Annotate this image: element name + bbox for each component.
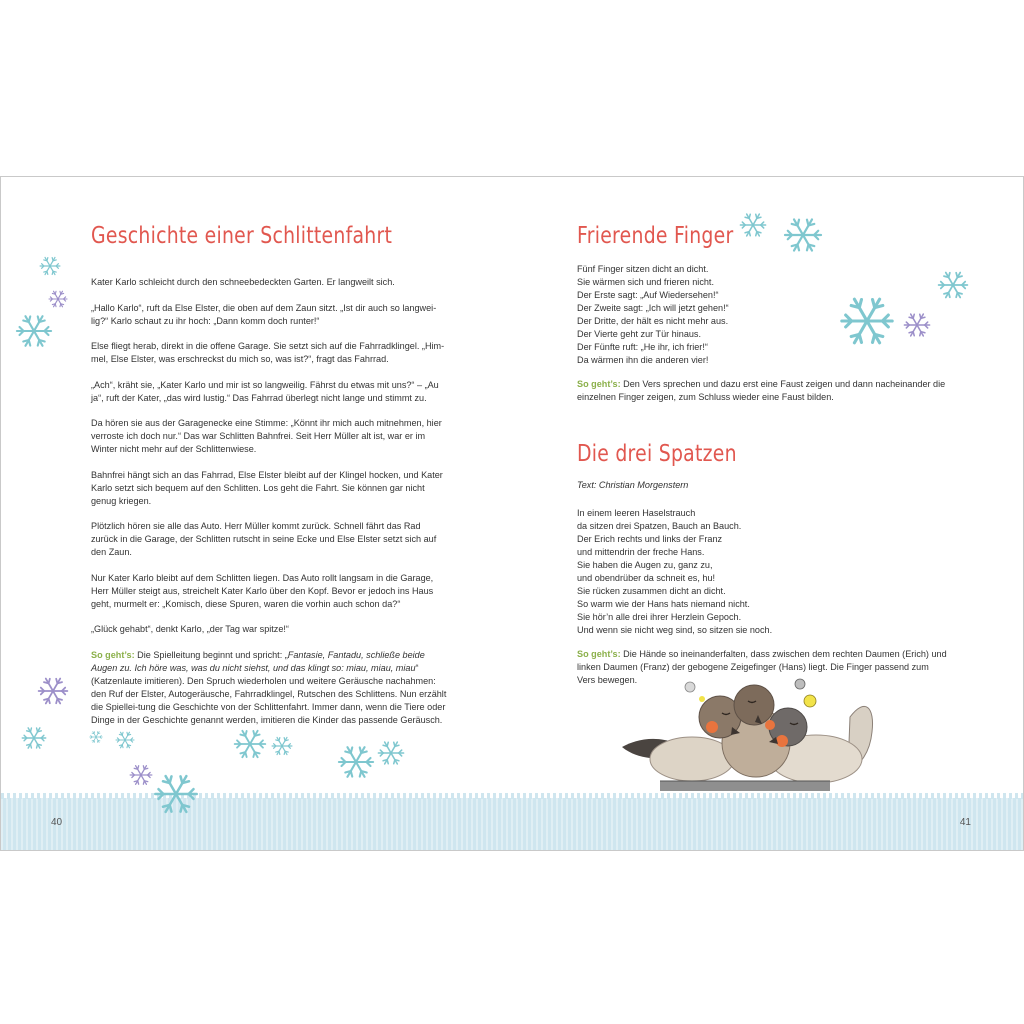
verse-title-die-drei-spatzen: Die drei Spatzen xyxy=(577,441,737,467)
instructions-text: Die Spielleitung beginnt und spricht: „ xyxy=(134,649,288,660)
snowflake-icon xyxy=(39,255,61,277)
story-paragraph: „Hallo Karlo“, ruft da Else Elster, die oben auf dem Zaun sitzt. „Ist dir auch so langwei-lig?“ Karlo schaut zu ihr hoch: „Dann komm doch runter!“ xyxy=(91,302,437,326)
verse-line: Der Erste sagt: „Auf Wiedersehen!“ xyxy=(577,290,719,300)
page-number-right: 41 xyxy=(959,817,971,828)
verse-line: und mittendrin der freche Hans. xyxy=(577,547,705,557)
story-paragraph: „Ach“, kräht sie, „Kater Karlo und mir ist so langweilig. Fährst du etwas mit uns?“ – „Au ja“, ruft der Kater, „das wird lustig.“ Das Fahrrad überlegt nicht lange und stimmt zu. xyxy=(91,379,439,403)
verse-line: Sie haben die Augen zu, ganz zu, xyxy=(577,560,713,570)
verse-credit: Text: Christian Morgenstern xyxy=(577,480,689,490)
snowflake-icon xyxy=(48,289,68,309)
snowflake-icon xyxy=(783,215,823,255)
snowflake-icon xyxy=(15,312,53,350)
snowflake-icon xyxy=(937,269,969,301)
sogehts-label: So geht’s: xyxy=(577,379,621,389)
story-text xyxy=(91,276,449,739)
snowflake-icon xyxy=(337,743,375,781)
verse-title-frierende-finger: Frierende Finger xyxy=(577,223,734,249)
story-paragraph: Da hören sie aus der Garagenecke eine Stimme: „Könnt ihr mich auch mitnehmen, hier verroste ich doch nur.“ Das war Schlitten Bahnfrei. Seit Herr Müller alt ist, war er im Winter nicht mehr auf der Schlittenwiese. xyxy=(91,418,442,454)
verse-line: In einem leeren Haselstrauch xyxy=(577,508,696,518)
snowflake-icon xyxy=(739,211,767,239)
verse-line: Der Dritte, der hält es nicht mehr aus. xyxy=(577,316,729,326)
instructions xyxy=(91,649,449,727)
snowflake-icon xyxy=(233,727,267,761)
verse-line: Sie rücken zusammen dicht an dicht. xyxy=(577,586,726,596)
verse-line: Der Erich rechts und links der Franz xyxy=(577,534,723,544)
instructions-text: Den Vers sprechen und dazu erst eine Faust zeigen und dann nacheinander die einzelnen Finger zeigen, zum Schluss wieder eine Faust bilden. xyxy=(577,379,946,402)
page-number-left: 40 xyxy=(51,817,63,828)
instructions-text: Die Hände so ineinanderfalten, dass zwischen dem rechten Daumen (Erich) und linken Daumen (Franz) der gebogene Zeigefinger (Hans) liegt. Die Finger passend zum Vers bewegen. xyxy=(577,649,947,685)
story-paragraph: Bahnfrei hängt sich an das Fahrrad, Else Elster bleibt auf der Klingel hocken, und Kater Karlo setzt sich bequem auf den Schlitten. Los geht die Fahrt. Sie können gar nicht genug kriegen. xyxy=(91,469,443,506)
story-paragraph: Else fliegt herab, direkt in die offene Garage. Sie setzt sich auf die Fahrradklingel. „Him-mel, Else Elster, was erschreckst du mich so, was ist?“, fragt das Fahrrad. xyxy=(91,341,445,364)
sogehts-label: So geht’s: xyxy=(91,649,135,660)
snowflake-icon xyxy=(21,725,47,751)
verse-line: Und wenn sie nicht weg sind, so sitzen sie noch. xyxy=(577,625,773,635)
verse-line: Der Zweite sagt: „Ich will jetzt gehen!“ xyxy=(577,303,729,313)
snowflake-icon xyxy=(377,739,405,767)
verse-line: da sitzen drei Spatzen, Bauch an Bauch. xyxy=(577,521,742,531)
verse-line: So warm wie der Hans hats niemand nicht. xyxy=(577,599,750,609)
snowflake-icon xyxy=(37,675,69,707)
verse-line: Der Vierte geht zur Tür hinaus. xyxy=(577,329,702,339)
verse-die-drei-spatzen xyxy=(577,507,957,637)
verse-line: Sie wärmen sich und frieren nicht. xyxy=(577,277,714,287)
snowflake-icon xyxy=(115,730,135,750)
book-spread xyxy=(0,176,1024,851)
snowflake-icon xyxy=(271,735,293,757)
story-title: Geschichte einer Schlittenfahrt xyxy=(91,223,393,249)
snowflake-icon xyxy=(129,763,153,787)
verse-frierende-finger xyxy=(577,263,957,367)
snowflake-icon xyxy=(903,311,931,339)
story-paragraph: Kater Karlo schleicht durch den schneebedeckten Garten. Er langweilt sich. xyxy=(91,277,395,287)
verse-line: Der Fünfte ruft: „He ihr, ich frier!“ xyxy=(577,342,708,352)
story-paragraph: Plötzlich hören sie alle das Auto. Herr Müller kommt zurück. Schnell fährt das Rad zurück in die Garage, der Schlitten rutscht in seine Ecke und Else Elster setzt sich auf den Zaun. xyxy=(91,521,437,557)
verse-line: Sie hör’n alle drei ihrer Herzlein Gepoch. xyxy=(577,612,742,622)
snowflake-icon xyxy=(839,293,895,349)
snowflake-icon xyxy=(89,730,103,744)
verse-line: und obendrüber da schneit es, hu! xyxy=(577,573,716,583)
instructions-text: “ (Katzenlaute imitieren). Den Spruch wiederholen und weitere Geräusche nachahmen: den Ruf der Elster, Autogeräusche, Fahrradklingel, Rutschen des Schlittens. Nun erzählt die Spiellei-tung die Geschichte von der Schlittenfahrt. Immer dann, wenn die Tiere oder Dinge in der Geschichte genannt werden, imitieren die Kinder das passende Geräusch. xyxy=(91,662,447,725)
three-sparrows-illustration xyxy=(620,677,890,802)
instructions-rhyme: Fantasie, Fantadu, schließe beide Augen zu. Ich höre was, was du nicht siehst, und das klingt so: miau, miau, miau xyxy=(91,649,425,673)
snowflake-icon xyxy=(153,771,199,817)
verse-line: Fünf Finger sitzen dicht an dicht. xyxy=(577,264,709,274)
story-paragraph: „Glück gehabt“, denkt Karlo, „der Tag war spitze!“ xyxy=(91,624,289,634)
instructions-frierende-finger xyxy=(577,378,947,404)
verse-line: Da wärmen ihn die anderen vier! xyxy=(577,355,709,365)
sogehts-label: So geht’s: xyxy=(577,649,621,659)
story-paragraph: Nur Kater Karlo bleibt auf dem Schlitten liegen. Das Auto rollt langsam in die Garage, Herr Müller steigt aus, streichelt Kater Karlo über den Kopf. Bevor er jedoch ins Haus geht, murmelt er: „Komisch, diese Spuren, waren die vorhin auch schon da?“ xyxy=(91,572,434,609)
